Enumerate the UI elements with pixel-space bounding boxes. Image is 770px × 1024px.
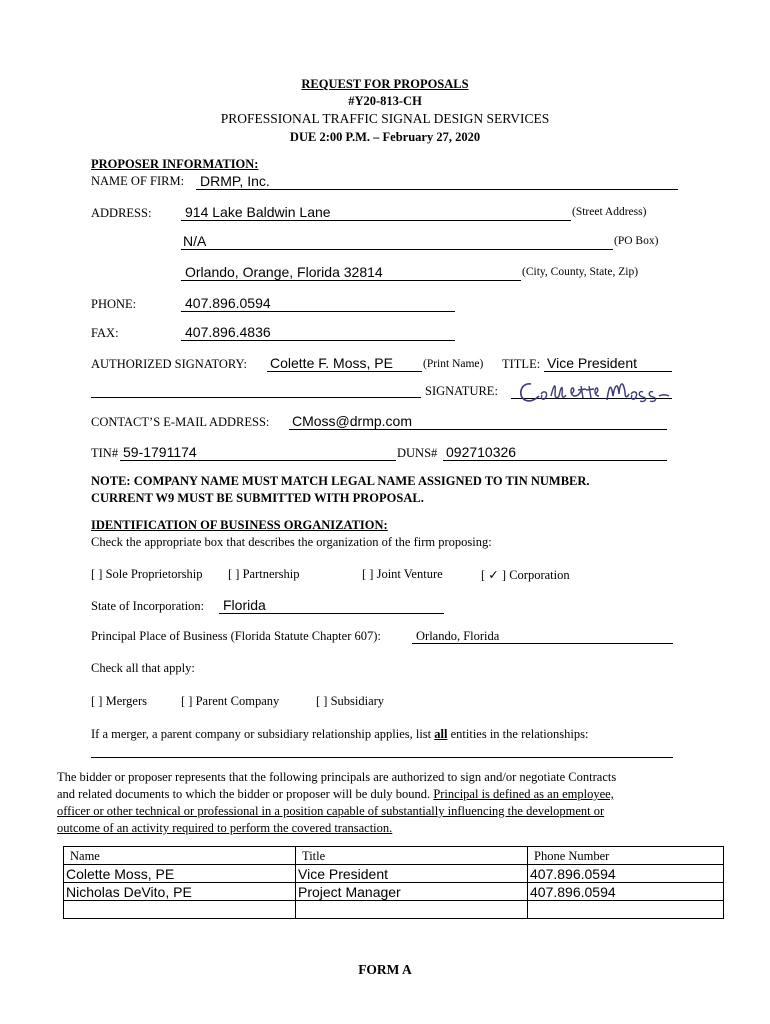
signatory-label: AUTHORIZED SIGNATORY:	[91, 357, 247, 371]
checkbox[interactable]: [ ]	[228, 567, 240, 581]
principals-paragraph	[57, 769, 687, 837]
principal-name-cell[interactable]: Colette Moss, PE	[64, 865, 296, 883]
para-line-3: officer or other technical or professional in a position capable of substantially influencing the development or	[57, 804, 605, 818]
note-line-1: NOTE: COMPANY NAME MUST MATCH LEGAL NAME ASSIGNED TO TIN NUMBER.	[91, 474, 590, 488]
firm-name-line	[196, 189, 678, 190]
title-label: TITLE:	[502, 357, 541, 371]
title-field[interactable]: Vice President	[547, 355, 638, 371]
check-all-label: Check all that apply:	[91, 661, 195, 675]
signatory-line	[267, 371, 422, 372]
merger-text-emphasis: all	[434, 727, 448, 741]
merger-text-suffix: entities in the relationships:	[447, 727, 589, 741]
option-mergers[interactable]	[91, 694, 147, 709]
merger-entities-line[interactable]	[91, 757, 673, 758]
option-parent-company[interactable]	[181, 694, 279, 709]
para-line-1: The bidder or proposer represents that the following principals are authorized to sign and/or negotiate Contracts	[57, 770, 617, 784]
fax-label: FAX:	[91, 326, 119, 340]
principal-phone-cell[interactable]: 407.896.0594	[528, 883, 724, 901]
principal-title-cell[interactable]: Project Manager	[296, 883, 528, 901]
rfp-number: #Y20-813-CH	[348, 94, 422, 108]
option-label: Subsidiary	[330, 694, 385, 708]
city-field[interactable]: Orlando, Orange, Florida 32814	[185, 264, 383, 280]
phone-label: PHONE:	[91, 297, 137, 311]
principal-place-label: Principal Place of Business (Florida Statute Chapter 607):	[91, 629, 381, 643]
street-address-hint: (Street Address)	[572, 206, 647, 218]
title-line	[544, 371, 672, 372]
pobox-hint: (PO Box)	[614, 235, 659, 247]
para-line-2	[57, 786, 687, 803]
print-name-hint: (Print Name)	[423, 358, 484, 370]
tin-field[interactable]: 59-1791174	[123, 444, 197, 460]
option-label: Parent Company	[195, 694, 280, 708]
checkbox[interactable]: [ ]	[362, 567, 374, 581]
para-line-2-underlined: Principal is defined as an employee,	[433, 787, 614, 801]
table-header-row	[64, 847, 724, 865]
rfp-subject: PROFESSIONAL TRAFFIC SIGNAL DESIGN SERVICES	[220, 111, 550, 126]
merger-text-prefix: If a merger, a parent company or subsidiary relationship applies, list	[91, 727, 435, 741]
checkbox[interactable]: [ ]	[316, 694, 328, 708]
para-line-2-plain: and related documents to which the bidder or proposer will be duly bound.	[57, 787, 434, 801]
pobox-line	[181, 249, 613, 250]
phone-line	[181, 311, 455, 312]
principal-title-cell[interactable]: Vice President	[296, 865, 528, 883]
state-line	[219, 613, 444, 614]
principal-name-cell[interactable]: Nicholas DeVito, PE	[64, 883, 296, 901]
tin-label: TIN#	[91, 446, 119, 460]
form-label: FORM A	[358, 962, 412, 977]
option-label: Joint Venture	[376, 567, 443, 581]
address-label: ADDRESS:	[91, 206, 152, 220]
principal-title-cell[interactable]	[296, 901, 528, 919]
option-label: Mergers	[105, 694, 148, 708]
merger-instructions	[91, 727, 588, 742]
pobox-field[interactable]: N/A	[183, 233, 207, 249]
business-org-section-label: IDENTIFICATION OF BUSINESS ORGANIZATION:	[91, 518, 388, 532]
checkbox[interactable]: [ ]	[181, 694, 193, 708]
email-line	[289, 429, 667, 430]
duns-field[interactable]: 092710326	[446, 444, 517, 460]
checkbox-checked[interactable]: [ ✓ ]	[481, 568, 507, 582]
principals-table	[63, 846, 724, 919]
city-line	[181, 280, 521, 281]
checkbox[interactable]: [ ]	[91, 567, 103, 581]
state-of-incorporation-field[interactable]: Florida	[223, 597, 266, 613]
table-row	[64, 883, 724, 901]
principal-name-cell[interactable]	[64, 901, 296, 919]
city-hint: (City, County, State, Zip)	[522, 266, 639, 278]
signatory-name-field[interactable]: Colette F. Moss, PE	[270, 355, 393, 371]
note-line-2: CURRENT W9 MUST BE SUBMITTED WITH PROPOSAL.	[91, 491, 424, 505]
para-line-4: outcome of an activity required to perform the covered transaction.	[57, 821, 393, 835]
signature-image	[515, 376, 673, 406]
option-sole-proprietorship[interactable]	[91, 567, 202, 582]
signature-text: Colette Moss	[515, 376, 521, 377]
state-of-incorporation-label: State of Incorporation:	[91, 599, 205, 613]
firm-name-field[interactable]: DRMP, Inc.	[200, 173, 270, 189]
table-row	[64, 901, 724, 919]
fax-field[interactable]: 407.896.4836	[185, 324, 271, 340]
principal-place-field[interactable]: Orlando, Florida	[416, 629, 500, 643]
firm-name-label: NAME OF FIRM:	[91, 174, 185, 188]
tin-line	[120, 460, 396, 461]
column-header-name: Name	[64, 847, 296, 865]
column-header-title: Title	[296, 847, 528, 865]
street-line	[181, 220, 571, 221]
option-joint-venture[interactable]	[362, 567, 443, 582]
option-label: Corporation	[509, 568, 570, 582]
proposer-section-label: PROPOSER INFORMATION:	[91, 157, 259, 171]
option-label: Partnership	[242, 567, 300, 581]
street-address-field[interactable]: 914 Lake Baldwin Lane	[185, 204, 331, 220]
email-field[interactable]: CMoss@drmp.com	[292, 413, 413, 429]
duns-label: DUNS#	[397, 446, 438, 460]
option-partnership[interactable]	[228, 567, 300, 582]
option-label: Sole Proprietorship	[105, 567, 203, 581]
phone-field[interactable]: 407.896.0594	[185, 295, 271, 311]
business-org-instructions: Check the appropriate box that describes the organization of the firm proposing:	[91, 535, 492, 549]
option-subsidiary[interactable]	[316, 694, 384, 709]
signature-blank-line	[91, 397, 421, 398]
option-corporation[interactable]	[481, 567, 570, 583]
table-row	[64, 865, 724, 883]
email-label: CONTACT’S E-MAIL ADDRESS:	[91, 415, 270, 429]
duns-line	[443, 460, 667, 461]
column-header-phone: Phone Number	[528, 847, 724, 865]
rfp-title: REQUEST FOR PROPOSALS	[301, 77, 469, 91]
principal-phone-cell[interactable]	[528, 901, 724, 919]
checkbox[interactable]: [ ]	[91, 694, 103, 708]
fax-line	[181, 340, 455, 341]
signature-label: SIGNATURE:	[425, 384, 498, 398]
principal-phone-cell[interactable]: 407.896.0594	[528, 865, 724, 883]
rfp-due-date: DUE 2:00 P.M. – February 27, 2020	[289, 130, 481, 144]
